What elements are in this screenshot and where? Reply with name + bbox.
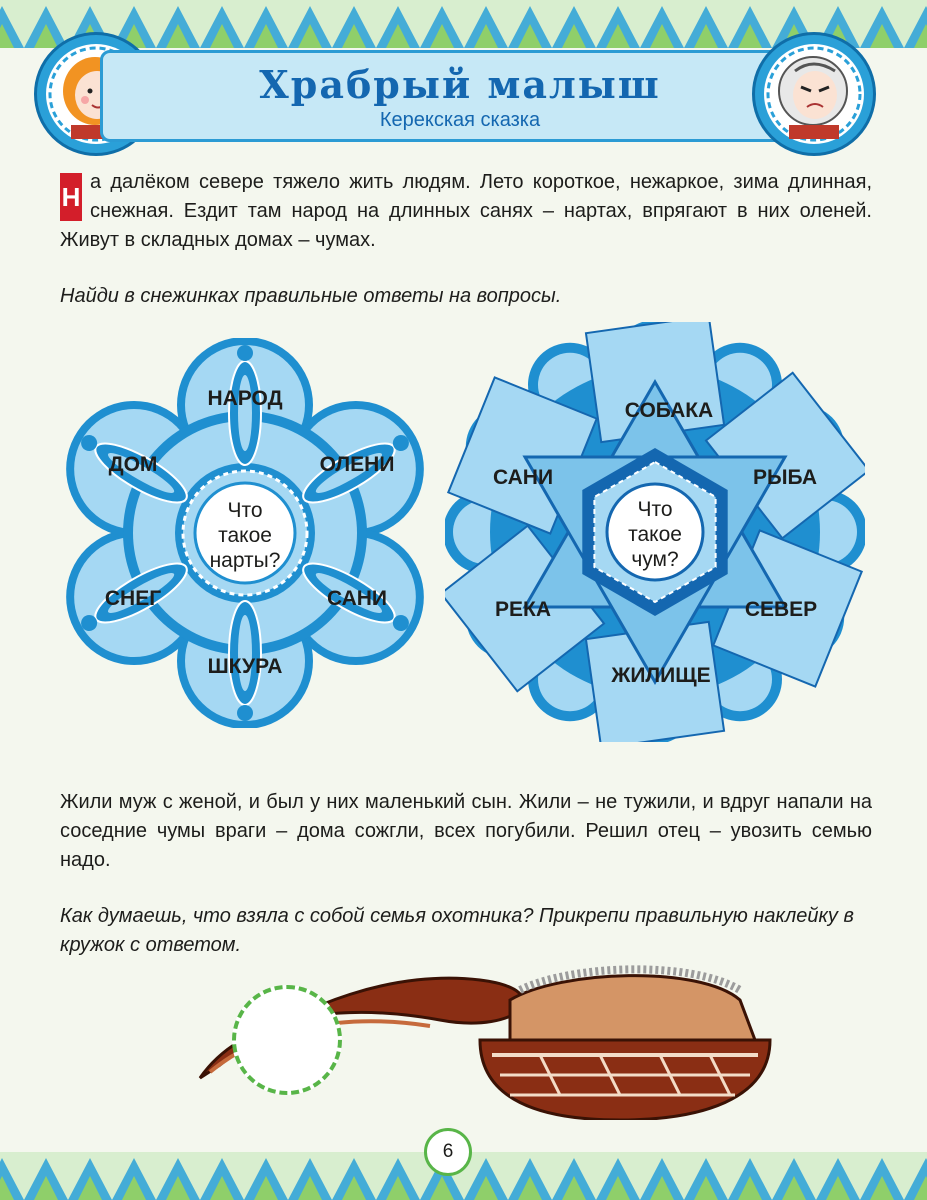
snowflake1-question-line3: нарты? — [209, 549, 281, 572]
task-instruction-sticker: Как думаешь, что взяла с собой семья охотника? Прикрепи правильную наклейку в кружок с ответом. — [60, 905, 854, 956]
avatar-enemy-icon — [752, 32, 876, 156]
snowflake2-option[interactable]: РЫБА — [752, 466, 818, 489]
snowflake2-question-line3: чум? — [631, 548, 679, 571]
intro-text: а далёком севере тяжело жить людям. Лето короткое, нежаркое, зима длинная, снежная. Ездит там народ на длинных санях – нартах, впрягают в них оленей. Живут в складных домах – чумах. — [60, 171, 872, 251]
task-instruction-snowflakes: Найди в снежинках правильные ответы на вопросы. — [60, 285, 562, 307]
snowflake-chum-question — [445, 322, 865, 747]
page-number: 6 — [424, 1128, 472, 1176]
snowflake-sledge-question — [45, 338, 445, 733]
sticker-drop-circle[interactable] — [232, 985, 342, 1095]
snowflake1-option[interactable]: НАРОД — [207, 387, 283, 410]
snowflake1-option[interactable]: САНИ — [326, 587, 388, 610]
snowflake2-option[interactable]: САНИ — [492, 466, 554, 489]
page-subtitle: Керекская сказка — [379, 109, 541, 131]
snowflake1-option[interactable]: ДОМ — [108, 453, 158, 476]
snowflake2-question-line1: Что — [637, 498, 673, 521]
snowflake2-option[interactable]: ЖИЛИЩЕ — [611, 664, 711, 687]
drop-cap: Н — [60, 173, 82, 221]
page-title: Храбрый малыш — [259, 62, 661, 107]
header-banner — [100, 50, 820, 142]
snowflake1-option[interactable]: ОЛЕНИ — [319, 453, 395, 476]
snowflake1-question-line2: такое — [218, 524, 272, 547]
intro-paragraph — [60, 168, 872, 255]
snowflake1-question-line1: Что — [227, 499, 263, 522]
snowflake1-option[interactable]: ШКУРА — [207, 655, 283, 678]
snowflake2-question-line2: такое — [628, 523, 682, 546]
snowflake2-option[interactable]: СЕВЕР — [744, 598, 818, 621]
story-paragraph: Жили муж с женой, и был у них маленький сын. Жили – не тужили, и вдруг напали на соседние чумы враги – дома сожгли, всех погубили. Решил отец – увозить семью надо. — [60, 791, 872, 871]
snowflake1-option[interactable]: СНЕГ — [104, 587, 162, 610]
snowflake2-option[interactable]: РЕКА — [495, 598, 551, 621]
snowflake2-option[interactable]: СОБАКА — [624, 399, 714, 422]
